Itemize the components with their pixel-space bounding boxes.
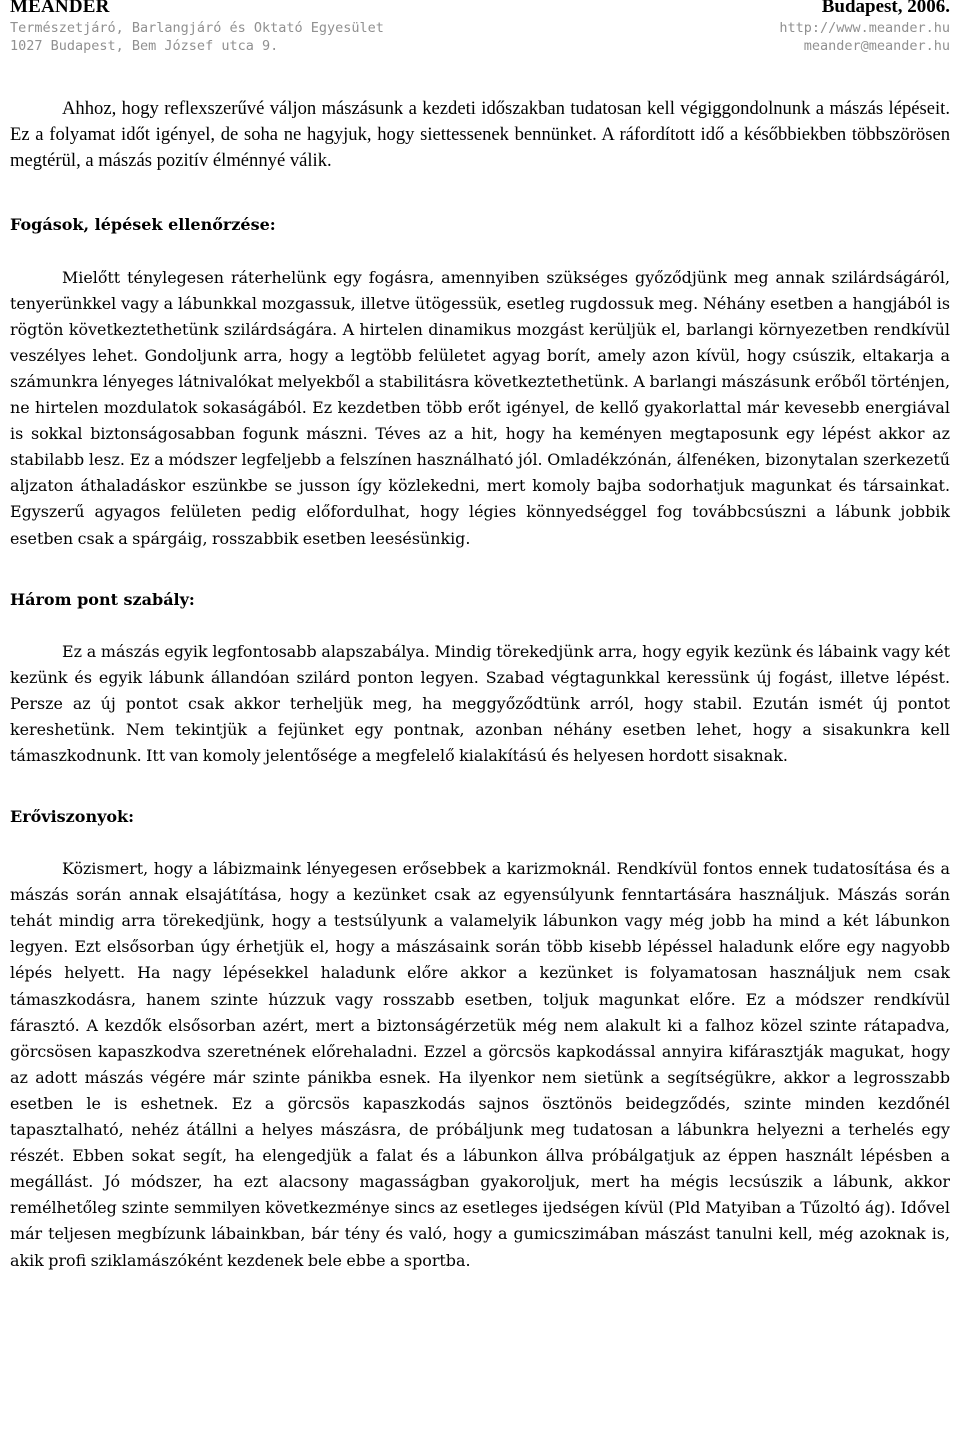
- section-title-fogasok: Fogások, lépések ellenőrzése:: [10, 214, 276, 234]
- section-body-harom-pont: Ez a mászás egyik legfontosabb alapszabálya. Mindig törekedjünk arra, hogy egyik kezünk és lábaink vagy két kezünk és egyik lábunk állandóan szilárd ponton legyen. Szabad végtagunkkal keressünk új fogást, illetve lépést. Persze az új pontot csak akkor terheljük meg, ha meggyőződtünk arról, hogy stabil. Ezután ismét új pontot kereshetünk. Nem tekintjük a fejünket egy pontnak, azonban néhány esetben lehet, hogy a sisakunkra kell támaszkodnunk. Itt van komoly jelentősége a megfelelő kialakítású és helyesen hordott sisaknak.: [10, 641, 950, 766]
- section-body-fogasok: Mielőtt ténylegesen ráterhelünk egy fogásra, amennyiben szükséges győződjünk meg annak szilárdságáról, tenyerünkkel vagy a lábunkkal mozgassuk, illetve ütögessük, esetleg rugdossuk meg. Néhány esetben a hangjából is rögtön következtethetünk szilárdságára. A hirtelen dinamikus mozgást kerüljük el, barlangi környezetben rendkívül veszélyes lehet. Gondoljunk arra, hogy a legtöbb felületet agyag borít, amely azon kívül, hogy csúszik, eltakarja a számunkra lényeges látnivalókat melyekből a stabilitásra következtethetünk. A barlangi mászásunk erőből történjen, ne hirtelen mozdulatok sokaságából. Ez kezdetben több erőt igényel, de kellő gyakorlattal már kevesebb energiával is sokkal biztonságosabban fogunk mászni. Téves az a hit, hogy ha keményen megtaposunk egy lépést akkor az stabilabb lesz. Ez a módszer legfeljebb a felszínen használható jól. Omladékzónán, álfenéken, bizonytalan szerkezetű aljzaton áthaladáskor eszünkbe se jusson így közlekedni, mert komoly bajba sodorhatjuk magunkat és társainkat. Egyszerű agyagos felületen pedig előfordulhat, hogy légies könnyedséggel fog továbbcsúszni a lábunk jobbik esetben csak a spárgáig, rosszabbik esetben leesésünkig.: [10, 267, 950, 548]
- section-body-eroviszonyok: Közismert, hogy a lábizmaink lényegesen erősebbek a karizmoknál. Rendkívül fontos ennek tudatosítása és a mászás során annak elsajátítása, hogy a kezünket csak az egyensúlyunk fenntartására használjuk. Mászás során tehát mindig arra törekedjünk, hogy a testsúlyunk a valamelyik lábunkon vagy még jobb ha mind a két lábunkon legyen. Ezt elsősorban úgy érhetjük el, hogy a mászásaink során több kisebb lépéssel haladunk előre egy nagyobb lépés helyett. Ha nagy lépésekkel haladunk előre akkor a kezünket is folyamatosan használjuk nem csak támaszkodásra, hanem szinte húzzuk vagy rosszabb esetben, toljuk magunkat előre. Ez a módszer rendkívül fárasztó. A kezdők elsősorban azért, mert a biztonságérzetük még nem alakult ki a falhoz közel szinte rátapadva, görcsösen kapaszkodva szeretnének előrehaladni. Ezzel a görcsös kapkodással annyira kifárasztják magukat, hogy az adott mászás végére már szinte pánikba esnek. Ha ilyenkor nem sietünk a segítségükre, akkor a legrosszabb esetben le is eshetnek. Ez a görcsös kapaszkodás sajnos ösztönös beidegződés, szinte minden kezdőnél tapasztalható, nehéz átállni a helyes mászásra, de próbáljunk meg tudatosan a lábunkra helyezni a terhelés egy részét. Ebben sokat segít, ha elengedjük a falat és a lábunkon állva próbálgatjuk az éppen használt lépésben a megállást. Jó módszer, ha ezt alacsony magasságban gyakoroljuk, mert ha mégis lecsúszik a lábunk, akkor remélhetőleg szinte semmilyen következménye sincs az esetleges ijedségen kívül (Pld Matyiban a Tűzoltó ág). Idővel már teljesen megbízunk lábainkban, bár tény és való, hogy a gumicszimában mászást tanulni kell, még azoknak is, akik profi sziklamászóként kezdenek bele ebbe a sportba.: [10, 859, 950, 1270]
- website-link[interactable]: http://www.meander.hu: [779, 20, 950, 36]
- org-address: 1027 Budapest, Bem József utca 9.: [10, 38, 279, 54]
- section-title-harom-pont: Három pont szabály:: [10, 589, 195, 609]
- intro-paragraph: Ahhoz, hogy reflexszerűvé váljon mászásunk a kezdeti időszakban tudatosan kell végiggondolnunk a mászás lépéseit. Ez a folyamat időt igényel, de soha ne hagyjuk, hogy siettessenek bennünket. A ráfordított idő a későbbiekben többszörösen megtérül, a mászás pozitív élménnyé válik.: [10, 98, 950, 172]
- section-title-eroviszonyok: Erőviszonyok:: [10, 807, 135, 827]
- page-header: [5, 0, 955, 58]
- org-name: MEANDER: [10, 0, 110, 17]
- org-full-name: Természetjáró, Barlangjáró és Oktató Egyesület: [10, 20, 384, 36]
- city-year: Budapest, 2006.: [821, 0, 950, 17]
- email-link[interactable]: meander@meander.hu: [803, 38, 950, 54]
